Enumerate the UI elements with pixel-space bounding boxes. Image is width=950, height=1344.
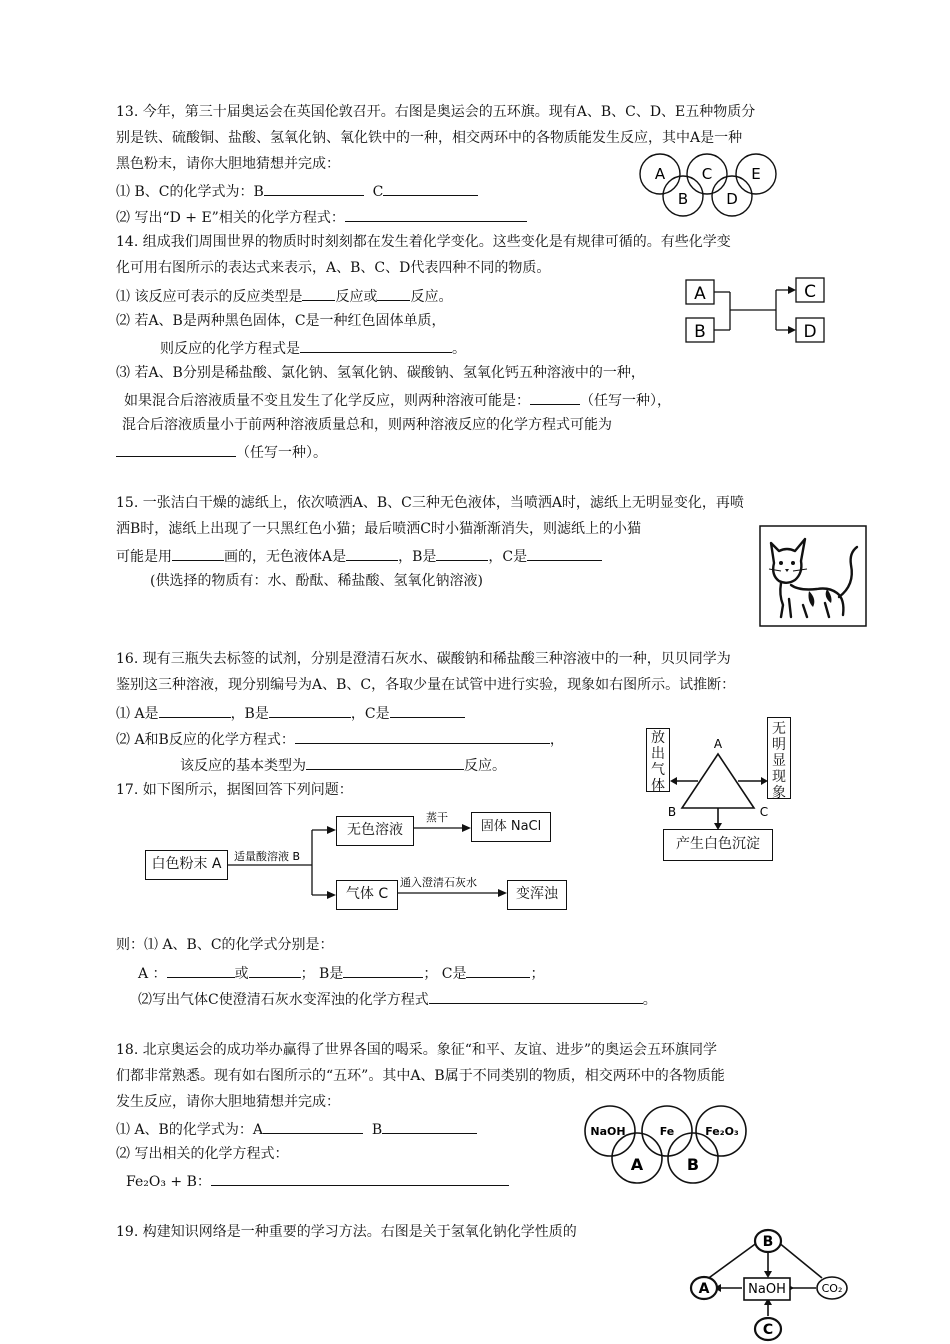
q14-blank-eq2[interactable]: [116, 441, 236, 457]
q15-line2: 洒B时，滤纸上出现了一只黑红色小猫；最后喷洒C时小猫渐渐消失，则滤纸上的小猫: [116, 521, 641, 537]
q14-line2: 化可用右图所示的表达式来表示，A、B、C、D代表四种不同的物质。: [116, 260, 551, 276]
q17-blank-eq[interactable]: [429, 988, 643, 1004]
q14-blank-type2[interactable]: [377, 285, 410, 301]
q17-box-white-powder: 白色粉末 A: [145, 850, 228, 880]
q15-blank-a[interactable]: [346, 545, 398, 561]
q19-node-a: A: [698, 1281, 710, 1297]
cat-picture: [759, 525, 867, 627]
q14-text-period: 。: [452, 341, 466, 357]
q14-prompt-eq: 则反应的化学方程式是: [160, 341, 300, 357]
q14-line8: 混合后溶液质量小于前两种溶液质量总和，则两种溶液反应的化学方程式可能为: [122, 417, 612, 433]
q14-prompt-type: ⑴ 该反应可表示的反应类型是: [116, 289, 303, 305]
q13-ring-d: D: [726, 190, 738, 208]
q18-line3: 发生反应，请你大胆地猜想并完成：: [116, 1094, 340, 1110]
q14-blank-type1[interactable]: [302, 285, 335, 301]
q14-box-b: B: [694, 322, 706, 342]
q13-line3: 黑色粉末，请你大胆地猜想并完成：: [116, 156, 340, 172]
q16-blank-a[interactable]: [159, 702, 231, 718]
q13-label-c: C: [372, 184, 384, 200]
q18-ring-fe2o3: Fe₂O₃: [705, 1125, 739, 1138]
q16-line2: 鉴别这三种溶液，现分别编号为A、B、C，各取少量在试管中进行实验，现象如右图所示。试推断：: [116, 677, 736, 693]
q15-prompt-use: 可能是用: [116, 549, 172, 565]
q15-blank-ink[interactable]: [172, 545, 224, 561]
q16-prompt-c: ，C是: [350, 706, 390, 722]
q14-box-d: D: [803, 322, 817, 342]
q15-prompt-b: ，B是: [398, 549, 437, 565]
q17-box-gas-c: 气体 C: [336, 880, 398, 910]
q17-blank-c[interactable]: [466, 962, 530, 978]
q14-line3: [116, 285, 452, 307]
q14-reaction-diagram: [684, 276, 830, 346]
q18-line2: 们都非常熟悉。现有如右图所示的“五环”。其中A、B属于不同类别的物质，相交两环中的各物质能: [116, 1068, 725, 1084]
q16-blank-c[interactable]: [390, 702, 465, 718]
q13-olympic-rings: [636, 146, 786, 220]
q18-ring-a: A: [630, 1155, 644, 1174]
q17-line2: 则：⑴ A、B、C的化学式分别是：: [116, 937, 334, 953]
q16-triangle-diagram: [668, 736, 770, 832]
q13-ring-b: B: [677, 190, 689, 208]
q16-line4: [116, 728, 564, 750]
q18-blank-a[interactable]: [263, 1118, 363, 1134]
q17-box-solid-nacl: 固体 NaCl: [471, 812, 551, 842]
q14-box-c: C: [804, 282, 816, 302]
q19-line1: 19. 构建知识网络是一种重要的学习方法。右图是关于氢氧化钠化学性质的: [116, 1224, 577, 1240]
q14-prompt-pair: 如果混合后溶液质量不变且发生了化学反应，则两种溶液可能是：: [124, 393, 530, 409]
q16-text-reaction: 反应。: [464, 758, 506, 774]
q18-line4: [116, 1118, 477, 1140]
q16-prompt-a: ⑴ A是: [116, 706, 159, 722]
q19-naoh-network: [686, 1228, 854, 1342]
q13-line5: [116, 206, 527, 228]
q18-five-rings: [580, 1104, 750, 1184]
q13-ring-a: A: [654, 165, 666, 183]
q14-line4: ⑵ 若A、B是两种黑色固体，C是一种红色固体单质，: [116, 313, 446, 329]
q17-text-period: 。: [642, 992, 657, 1008]
q17-blank-a2[interactable]: [249, 962, 301, 978]
q19-node-co2: CO₂: [821, 1282, 843, 1295]
q13-blank-c[interactable]: [383, 180, 478, 196]
q14-box-a: A: [694, 284, 706, 304]
q18-ring-fe: Fe: [659, 1125, 675, 1138]
q16-box-noeffect: 无明显现象: [767, 717, 791, 799]
q18-ring-b: B: [686, 1155, 700, 1174]
q17-prompt-a: A ：: [138, 966, 167, 982]
q16-blank-eq[interactable]: [295, 728, 550, 744]
q18-ring-naoh: NaOH: [590, 1125, 626, 1138]
q16-blank-b[interactable]: [269, 702, 351, 718]
q17-prompt-c: ； C是: [423, 966, 467, 982]
q15-prompt-a: 画的，无色液体A是: [224, 549, 347, 565]
q13-blank-de[interactable]: [345, 206, 527, 222]
q17-box-turbid: 变浑浊: [507, 880, 567, 910]
q14-line5: [160, 337, 466, 359]
q15-line1: 15. 一张洁白干燥的滤纸上，依次喷洒A、B、C三种无色液体，当喷洒A时，滤纸上无明显变化，再喷: [116, 495, 744, 511]
q15-blank-b[interactable]: [436, 545, 488, 561]
q18-line6: [126, 1170, 509, 1192]
q17-label-acid: 适量酸溶液 B: [234, 850, 301, 863]
q14-blank-eq[interactable]: [300, 337, 452, 353]
q14-line6: ⑶ 若A、B分别是稀盐酸、氯化钠、氢氧化钠、碳酸钠、氢氧化钙五种溶液中的一种，: [116, 365, 645, 381]
q18-line5: ⑵ 写出相关的化学方程式：: [116, 1146, 289, 1162]
q16-line5: [180, 754, 506, 776]
q18-blank-b[interactable]: [382, 1118, 477, 1134]
q13-blank-b[interactable]: [264, 180, 364, 196]
q16-prompt-type: 该反应的基本类型为: [180, 758, 306, 774]
q13-ring-c: C: [701, 165, 713, 183]
q13-ring-e: E: [751, 165, 761, 183]
q17-prompt-b: ； B是: [300, 966, 344, 982]
q14-blank-pair[interactable]: [530, 389, 580, 405]
q19-node-b: B: [762, 1234, 774, 1250]
q13-line1: 13. 今年，第三十届奥运会在英国伦敦召开。右图是奥运会的五环旗。现有A、B、C、D、E五种物质分: [116, 104, 756, 120]
q14-line9: [116, 441, 327, 463]
q17-line4: [138, 988, 657, 1010]
q15-line4: (供选择的物质有：水、酚酞、稀盐酸、氢氧化钠溶液): [150, 573, 483, 589]
q18-prompt-ab: ⑴ A、B的化学式为：A: [116, 1122, 263, 1138]
q17-text-or: 或: [234, 966, 249, 982]
q17-label-limewater: 通入澄清石灰水: [400, 876, 477, 889]
q14-line7: [124, 389, 671, 411]
q17-label-evaporate: 蒸干: [426, 811, 448, 824]
q17-flow-arrows: [228, 800, 518, 910]
q16-box-gas: 放出气体: [646, 728, 670, 792]
q18-label-b: B: [371, 1122, 383, 1138]
q13-line2: 别是铁、硫酸铜、盐酸、氢氧化钠、氧化铁中的一种，相交两环中的各物质能发生反应，其中A是一种: [116, 130, 743, 146]
q16-prompt-b: ，B是: [230, 706, 269, 722]
q15-blank-c[interactable]: [527, 545, 602, 561]
q13-prompt-de: ⑵ 写出“D + E”相关的化学方程式：: [116, 210, 345, 226]
q18-blank-eq[interactable]: [211, 1170, 509, 1186]
q15-line3: [116, 545, 602, 567]
q18-line1: 18. 北京奥运会的成功举办赢得了世界各国的喝采。象征“和平、友谊、进步”的奥运会五环旗同学: [116, 1042, 718, 1058]
q14-text-anyone: （任写一种），: [580, 393, 671, 409]
q16-label-b: B: [668, 805, 677, 819]
q15-prompt-c: ，C是: [488, 549, 528, 565]
q13-line4: [116, 180, 478, 202]
q16-line1: 16. 现有三瓶失去标签的试剂，分别是澄清石灰水、碳酸钠和稀盐酸三种溶液中的一种，贝贝同学为: [116, 651, 731, 667]
q17-line3: [138, 962, 544, 984]
q16-text-comma: ，: [549, 732, 564, 748]
q17-box-colorless-solution: 无色溶液: [336, 816, 414, 846]
q17-text-semicolon: ；: [530, 966, 545, 982]
q19-node-c: C: [762, 1322, 774, 1338]
q14-line1: 14. 组成我们周围世界的物质时时刻刻都在发生着化学变化。这些变化是有规律可循的。有些化学变: [116, 234, 731, 250]
q16-line3: [116, 702, 465, 724]
q16-label-c: C: [759, 805, 769, 819]
q16-box-precipitate: 产生白色沉淀: [663, 829, 773, 861]
q14-text-anyone2: （任写一种）。: [236, 445, 327, 461]
q17-prompt-eq: ⑵写出气体C使澄清石灰水变浑浊的化学方程式: [138, 992, 429, 1008]
q14-text-or: 反应或: [335, 289, 378, 305]
q16-prompt-eq: ⑵ A和B反应的化学方程式：: [116, 732, 295, 748]
q17-blank-a1[interactable]: [167, 962, 235, 978]
q19-node-naoh: NaOH: [748, 1282, 786, 1297]
q13-prompt-bc: ⑴ B、C的化学式为：B: [116, 184, 264, 200]
q17-line1: 17. 如下图所示，据图回答下列问题：: [116, 782, 353, 798]
q14-text-end: 反应。: [410, 289, 453, 305]
q16-blank-type[interactable]: [306, 754, 464, 770]
q16-label-a: A: [713, 737, 723, 751]
q17-blank-b[interactable]: [343, 962, 423, 978]
q18-prompt-fe2o3: Fe₂O₃ + B：: [126, 1174, 211, 1190]
